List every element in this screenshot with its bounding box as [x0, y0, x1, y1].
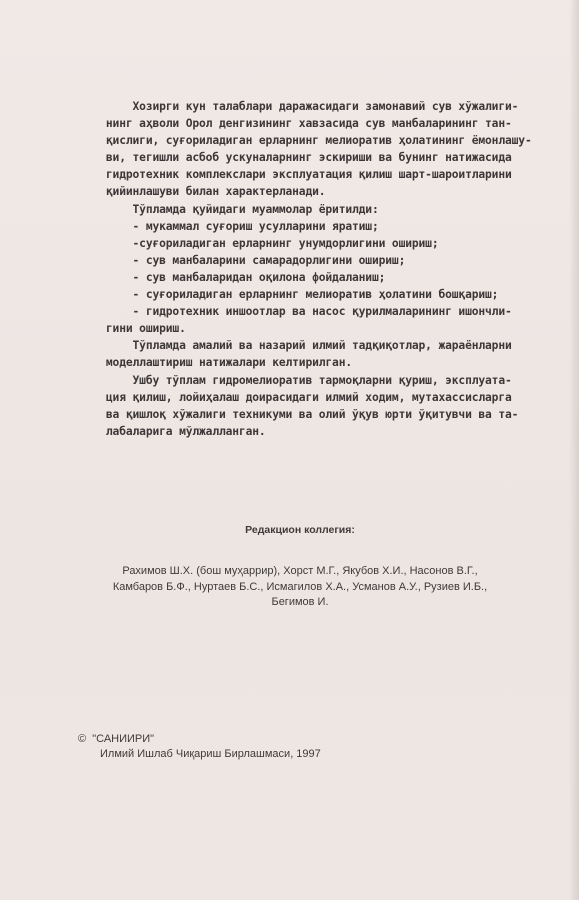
- preface-text: [66, 98, 552, 440]
- preface-line: -суғориладиган ерларнинг унумдорлигини ошириш;: [66, 236, 439, 250]
- preface-line: лабаларига мўлжалланган.: [66, 424, 266, 438]
- editorial-board: [60, 524, 540, 611]
- preface-line: Тўпламда қуйидаги муаммолар ёритилди:: [66, 202, 379, 216]
- preface-line: - суғориладиган ерларнинг мелиоратив ҳолатини бошқариш;: [66, 288, 499, 302]
- editorial-board-names: [60, 564, 540, 611]
- preface-line: - гидротехник иншоотлар ва насос қурилмаларининг ишончли-: [66, 305, 512, 319]
- preface-line: - сув манбаларини самарадорлигини ошириш;: [66, 253, 406, 267]
- preface-line: - сув манбаларидан оқилона фойдаланиш;: [66, 270, 386, 284]
- preface-line: - мукаммал суғориш усулларини яратиш;: [66, 219, 379, 233]
- preface-line: нинг аҳволи Орол денгизининг хавзасида сув манбаларининг тан-: [66, 117, 512, 131]
- preface-line: ви, тегишли асбоб ускуналарнинг эскириши ва бунинг натижасида: [66, 151, 512, 165]
- copyright-publisher: Илмий Ишлаб Чиқариш Бирлашмаси, 1997: [100, 748, 321, 760]
- editorial-board-heading: Редакцион коллегия:: [245, 524, 355, 536]
- preface-line: Ушбу тўплам гидромелиоратив тармоқларни қуриш, эксплуата-: [66, 373, 512, 387]
- copyright-block: [78, 732, 538, 762]
- preface-line: Хозирги кун талаблари даражасидаги замонавий сув хўжалиги-: [66, 100, 519, 113]
- preface-line: моделлаштириш натижалари келтирилган.: [66, 356, 353, 370]
- preface-line: гини ошириш.: [66, 322, 186, 336]
- editor-names-line: Камбаров Б.Ф., Нуртаев Б.С., Исмагилов Х.А., Усманов А.У., Рузиев И.Б.,: [112, 580, 488, 593]
- preface-line: қислиги, суғориладиган ерларнинг мелиоратив ҳолатининг ёмонлашу-: [66, 134, 532, 148]
- preface-line: гидротехник комплекслари эксплуатация қилиш шарт-шароитларини: [66, 168, 512, 182]
- editor-names-line: Бегимов И.: [271, 596, 329, 608]
- preface-line: ция қилиш, лойиҳалаш доирасидаги илмий ходим, мутахассисларга: [66, 390, 512, 404]
- editor-names-line: Рахимов Ш.Х. (бош муҳаррир), Хорст М.Г., Якубов Х.И., Насонов В.Г.,: [122, 565, 478, 577]
- page-edge-shadow: [569, 0, 579, 900]
- preface-line: ва қишлоқ хўжалиги техникуми ва олий ўқув юрти ўқитувчи ва та-: [66, 407, 519, 421]
- preface-line: қийинлашуви билан характерланади.: [66, 185, 326, 199]
- preface-line: Тўпламда амалий ва назарий илмий тадқиқотлар, жараёнларни: [66, 339, 512, 353]
- copyright-owner: © "САНИИРИ": [78, 733, 155, 745]
